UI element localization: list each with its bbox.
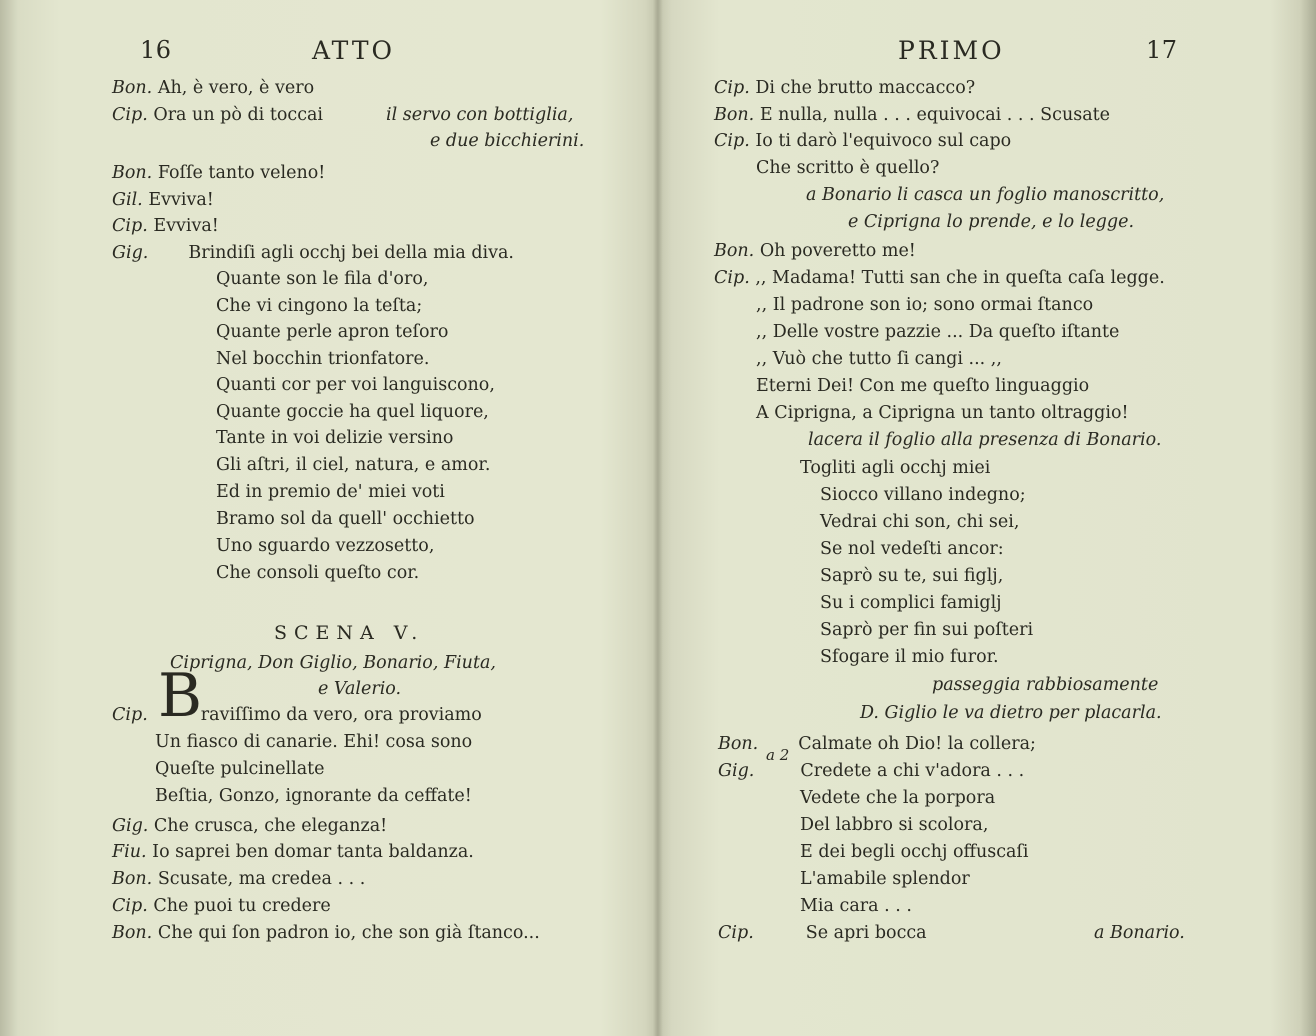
dialogue-line: Beſtia, Gonzo, ignorante da ceffate! [155,786,472,806]
line-text: Io ti darò l'equivoco sul capo [755,131,1012,151]
line-text: Evviva! [153,216,219,236]
line-text: raviſſimo da vero, ora proviamo [200,705,482,725]
dialogue-line [112,704,482,726]
page-number-left: 16 [140,36,172,64]
dialogue-line [112,922,540,944]
line-text: Evviva! [148,190,214,210]
verse-line: Uno sguardo vezzosetto, [216,536,435,556]
dialogue-line: ,, Il padrone son io; sono ormai ſtanco [756,295,1094,315]
dialogue-line [718,760,1024,782]
line-text: Di che brutto maccacco? [755,78,976,98]
stage-direction: e Ciprigna lo prende, e lo legge. [848,212,1135,232]
verse-line: Sfogare il mio furor. [820,647,999,667]
line-text: Foſſe tanto veleno! [157,163,326,183]
verse-line: E dei begli occhj offuscaſi [800,842,1029,862]
dialogue-line: Eterni Dei! Con me queſto linguaggio [756,376,1090,396]
dialogue-line [112,815,387,837]
verse-line: Saprò per fin sui poſteri [820,620,1034,640]
line-text: Brindiſi agli occhj bei della mia diva. [188,243,514,263]
verse-line: Vedete che la porpora [800,788,996,808]
verse-line: Che vi cingono la teſta; [216,296,423,316]
verse-line: Del labbro si scolora, [800,815,989,835]
verse-line: Mia cara . . . [800,896,912,916]
line-text: ,, Madama! Tutti san che in queſta caſa legge. [755,268,1165,288]
dialogue-line [714,77,975,99]
dialogue-line [112,104,323,126]
line-text: Credete a chi v'adora . . . [800,761,1025,781]
verse-line: Quanti cor per voi languiscono, [216,375,495,395]
dialogue-line: ,, Vuò che tutto ſi cangi ... ,, [756,349,1002,369]
dialogue-line: Che scritto è quello? [756,158,940,178]
dialogue-line [112,189,214,211]
line-text: Ora un pò di toccai [153,105,324,125]
speaker-label: Cip. [718,923,754,943]
dialogue-line: Un fiasco di canarie. Ehi! cosa sono [155,732,473,752]
speaker-label: Bon. [714,105,755,125]
verse-line: Quante son le fila d'oro, [216,269,429,289]
a-due-marker: a 2 [766,746,790,764]
stage-direction: lacera il foglio alla presenza di Bonario. [808,430,1162,450]
dialogue-line [112,162,325,184]
dialogue-line: ,, Delle vostre pazzie ... Da queſto iſtante [756,322,1120,342]
line-text: Che qui ſon padron io, che son già ſtanco... [157,923,540,943]
speaker-label: Bon. [714,241,755,261]
verse-line: Ed in premio de' miei voti [216,482,445,502]
dialogue-line [714,130,1011,152]
line-text: Se apri bocca [805,923,927,943]
dialogue-line [112,841,474,863]
speaker-label: Fiu. [112,842,147,862]
speaker-label: Gil. [112,190,143,210]
dialogue-line [112,242,514,264]
dialogue-line [112,868,365,890]
speaker-label: Gig. [112,816,149,836]
dialogue-line [112,215,219,237]
right-page [658,0,1316,1036]
verse-line: Quante goccie ha quel liquore, [216,402,489,422]
line-text: Scusate, ma credea . . . [157,869,366,889]
drop-cap: B [158,661,203,731]
speaker-label: Cip. [112,216,148,236]
speaker-label: Bon. [112,869,153,889]
verse-line: Vedrai chi son, chi sei, [820,512,1020,532]
verse-line: Quante perle apron teſoro [216,322,449,342]
page-number-right: 17 [1146,36,1178,64]
scene-title: SCENA V. [274,622,425,644]
dialogue-line: A Ciprigna, a Ciprigna un tanto oltraggio! [756,403,1129,423]
verse-line: Togliti agli occhj miei [800,458,991,478]
verse-line: Se nol vedeſti ancor: [820,539,1004,559]
verse-line: Gli aſtri, il ciel, natura, e amor. [216,455,491,475]
speaker-label: Cip. [112,896,148,916]
dialogue-line: Queſte pulcinellate [155,759,325,779]
scene-cast: Ciprigna, Don Giglio, Bonario, Fiuta, [170,653,496,673]
speaker-label: Bon. [112,163,153,183]
stage-direction: D. Giglio le va dietro per placarla. [860,703,1162,723]
speaker-label: Cip. [714,268,750,288]
dialogue-line [714,104,1110,126]
verse-line: Su i complici famiglj [820,593,1002,613]
verse-line: Che consoli queſto cor. [216,563,420,583]
stage-direction: a Bonario li casca un foglio manoscritto, [806,185,1165,205]
dialogue-line [714,240,916,262]
stage-direction: passeggia rabbiosamente [932,675,1159,695]
speaker-label: Cip. [714,78,750,98]
speaker-label: Cip. [112,705,148,725]
speaker-label: Bon. [112,923,153,943]
dialogue-line [718,922,927,944]
verse-line: Saprò su te, sui figlj, [820,566,1004,586]
line-text: Io saprei ben domar tanta baldanza. [152,842,474,862]
speaker-label: Gig. [718,761,755,781]
verse-line: L'amabile splendor [800,869,970,889]
line-text: Oh poveretto me! [759,241,916,261]
verse-line: Tante in voi delizie versino [216,428,454,448]
verse-line: Siocco villano indegno; [820,485,1026,505]
stage-direction: e due bicchierini. [430,131,585,151]
speaker-label: Cip. [112,105,148,125]
stage-direction: a Bonario. [1094,923,1185,943]
running-head-right: PRIMO [898,36,1005,65]
running-head-left: ATTO [312,36,395,65]
speaker-label: Cip. [714,131,750,151]
line-text: Che crusca, che eleganza! [153,816,388,836]
verse-line: Nel bocchin trionfatore. [216,349,430,369]
speaker-label: Gig. [112,243,149,263]
dialogue-line [112,895,331,917]
verse-line: Bramo sol da quell' occhietto [216,509,475,529]
speaker-label: Bon. [718,734,759,754]
speaker-label: Bon. [112,78,153,98]
dialogue-line [714,267,1165,289]
dialogue-line [112,77,314,99]
line-text: Ah, è vero, è vero [157,78,315,98]
line-text: Calmate oh Dio! la collera; [798,734,1036,754]
line-text: Che puoi tu credere [153,896,331,916]
line-text: E nulla, nulla . . . equivocai . . . Scusate [759,105,1111,125]
scene-cast: e Valerio. [318,679,402,699]
stage-direction: il servo con bottiglia, [386,105,574,125]
